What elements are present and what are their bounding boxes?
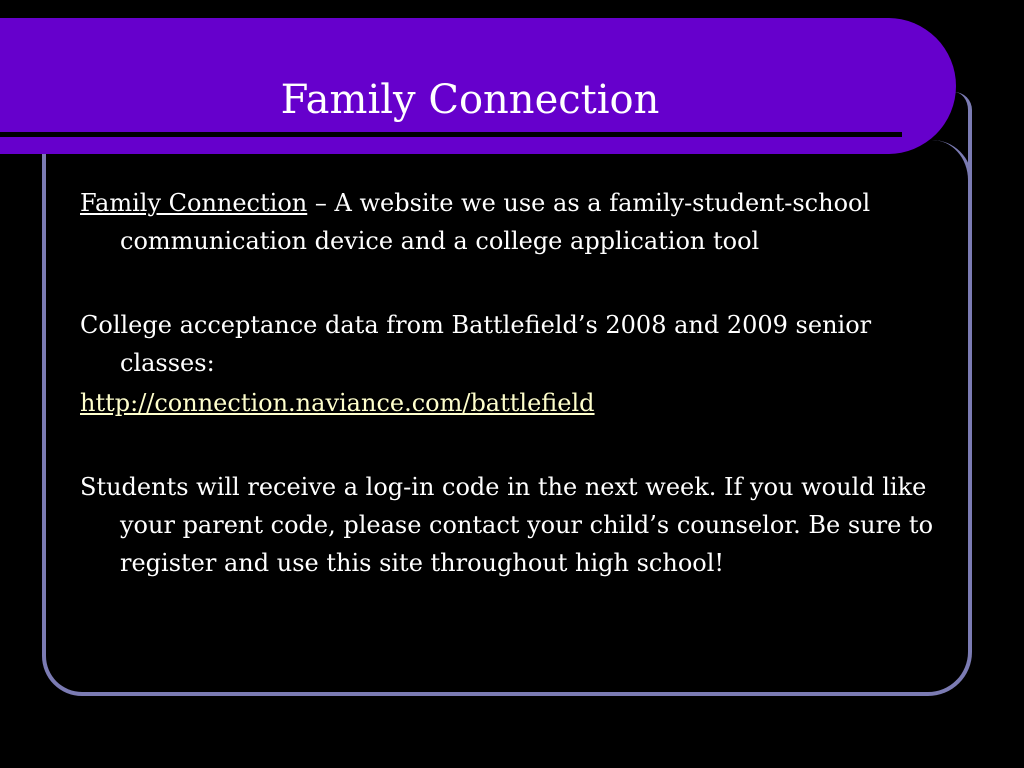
naviance-link[interactable]: http://connection.naviance.com/battlefield <box>80 389 595 417</box>
family-connection-term: Family Connection <box>80 189 308 217</box>
bullet-login-code: Students will receive a log-in code in the next week. If you would like your parent code, please contact your child’s counselor. Be sure to register and use this site throughout high school! <box>80 473 934 577</box>
family-connection-description: – A website we use as a family-student-school communication device and a college application tool <box>120 189 871 255</box>
bullet-acceptance-data: College acceptance data from Battlefield’s 2008 and 2009 senior classes: <box>80 311 872 377</box>
slide-title: Family Connection <box>280 77 660 123</box>
paragraph-spacer <box>80 422 940 468</box>
bullet-naviance-link <box>80 384 940 422</box>
paragraph-spacer <box>80 260 940 306</box>
slide-body <box>80 184 940 582</box>
slide-frame-corner <box>954 92 972 192</box>
title-underline-rule <box>0 132 902 137</box>
bullet-family-connection <box>80 184 940 260</box>
